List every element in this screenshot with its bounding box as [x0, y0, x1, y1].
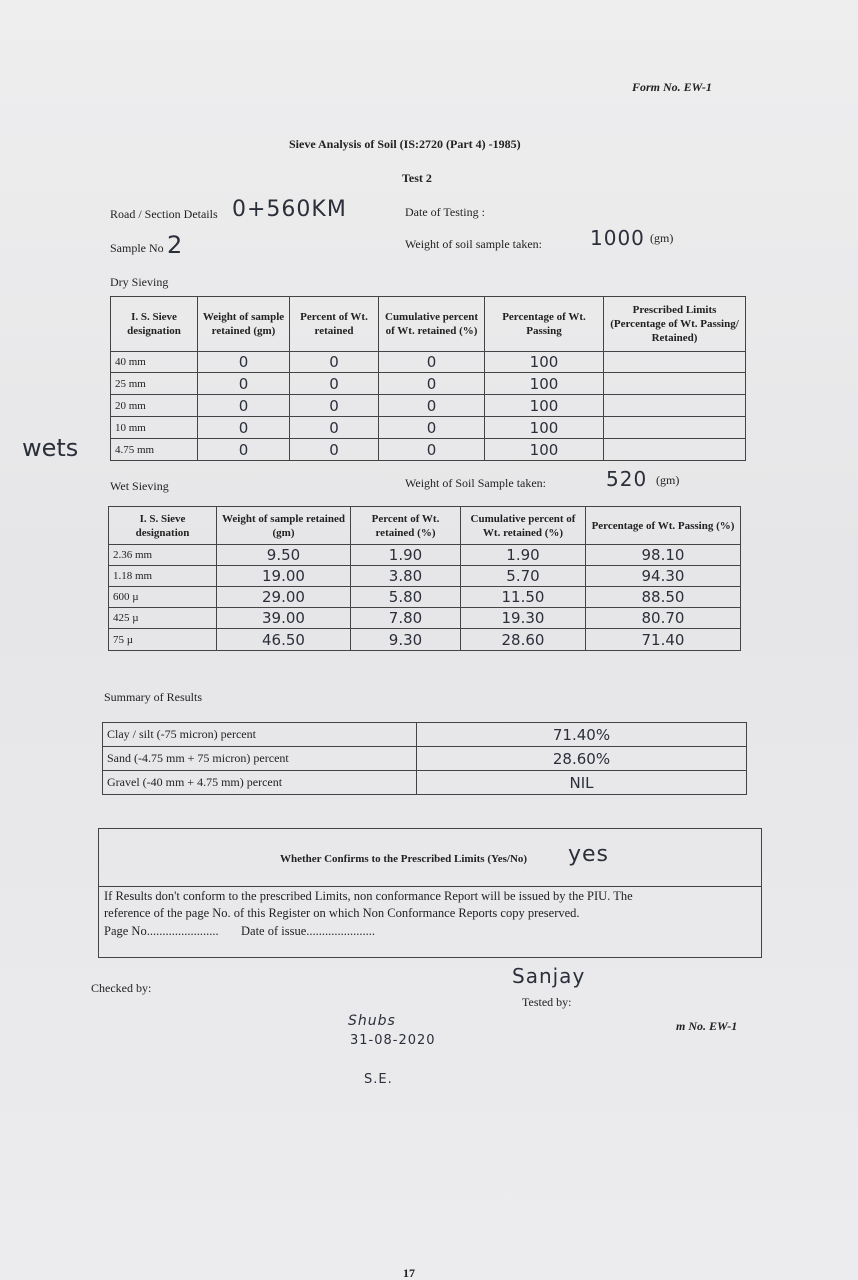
percent-retained: 0 — [290, 395, 379, 417]
percent-passing: 100 — [485, 439, 604, 461]
summary-row — [103, 723, 747, 747]
dry-header-limits: Prescribed Limits (Percentage of Wt. Passing/ Retained) — [604, 297, 746, 352]
weight-retained: 0 — [198, 439, 290, 461]
sieve-size: 75 µ — [109, 629, 217, 651]
summary-label: Gravel (-40 mm + 4.75 mm) percent — [103, 771, 417, 795]
dry-header-percent: Percent of Wt. retained — [290, 297, 379, 352]
percent-retained: 3.80 — [351, 566, 461, 587]
tested-by-label: Tested by: — [522, 995, 572, 1009]
weight-taken-label: Weight of soil sample taken: — [405, 237, 543, 251]
dry-header-weight: Weight of sample retained (gm) — [198, 297, 290, 352]
road-section-label: Road / Section Details — [110, 207, 218, 221]
sample-no-label: Sample No — [110, 241, 164, 255]
cumulative-percent: 11.50 — [461, 587, 586, 608]
weight-retained: 9.50 — [217, 545, 351, 566]
table-row — [111, 417, 746, 439]
wet-sieving-table — [108, 506, 741, 651]
percent-retained: 0 — [290, 373, 379, 395]
checker-signature: Shubs — [348, 1013, 396, 1029]
weight-retained: 0 — [198, 352, 290, 373]
table-row — [111, 439, 746, 461]
checker-title: S.E. — [364, 1072, 393, 1087]
cumulative-percent: 0 — [379, 373, 485, 395]
dry-header-passing: Percentage of Wt. Passing — [485, 297, 604, 352]
summary-row — [103, 771, 747, 795]
weight-retained: 39.00 — [217, 608, 351, 629]
percent-passing: 94.30 — [586, 566, 741, 587]
table-row — [111, 352, 746, 373]
weight-retained: 29.00 — [217, 587, 351, 608]
percent-passing: 80.70 — [586, 608, 741, 629]
summary-label: Sand (-4.75 mm + 75 micron) percent — [103, 747, 417, 771]
date-of-issue-field: Date of issue...................... — [241, 924, 376, 938]
percent-passing: 88.50 — [586, 587, 741, 608]
form-number: Form No. EW-1 — [632, 80, 712, 94]
checked-by-label: Checked by: — [91, 981, 152, 995]
weight-taken-unit: (gm) — [650, 231, 674, 245]
table-row — [111, 395, 746, 417]
nonconformance-note-line2: reference of the page No. of this Register on which Non Conformance Reports copy preserved. — [104, 906, 580, 920]
wet-table-header-row — [109, 507, 741, 545]
percent-retained: 7.80 — [351, 608, 461, 629]
prescribed-limit — [604, 439, 746, 461]
table-row — [109, 608, 741, 629]
sieve-size: 425 µ — [109, 608, 217, 629]
tester-signature: Sanjay — [512, 964, 586, 988]
page-number: 17 — [403, 1266, 415, 1280]
weight-retained: 0 — [198, 395, 290, 417]
sieve-size: 4.75 mm — [111, 439, 198, 461]
cumulative-percent: 28.60 — [461, 629, 586, 651]
percent-passing: 71.40 — [586, 629, 741, 651]
form-number-repeat: m No. EW-1 — [676, 1019, 738, 1033]
wet-sieving-label: Wet Sieving — [110, 479, 169, 493]
sample-no-value: 2 — [167, 231, 184, 259]
weight-taken-value: 1000 — [590, 226, 645, 250]
table-row — [109, 629, 741, 651]
percent-passing: 98.10 — [586, 545, 741, 566]
table-row — [111, 373, 746, 395]
checker-date: 31-08-2020 — [350, 1033, 436, 1048]
summary-table — [102, 722, 747, 795]
sieve-size: 1.18 mm — [109, 566, 217, 587]
summary-title: Summary of Results — [104, 690, 202, 704]
sieve-size: 2.36 mm — [109, 545, 217, 566]
conformance-divider — [99, 886, 761, 887]
prescribed-limit — [604, 373, 746, 395]
cumulative-percent: 0 — [379, 417, 485, 439]
dry-header-cumulative: Cumulative percent of Wt. retained (%) — [379, 297, 485, 352]
dry-sieving-table — [110, 296, 746, 461]
wet-header-percent: Percent of Wt. retained (%) — [351, 507, 461, 545]
wet-weight-unit: (gm) — [656, 473, 680, 487]
percent-retained: 1.90 — [351, 545, 461, 566]
summary-value: NIL — [417, 771, 747, 795]
sieve-size: 40 mm — [111, 352, 198, 373]
weight-retained: 46.50 — [217, 629, 351, 651]
percent-passing: 100 — [485, 417, 604, 439]
wet-header-passing: Percentage of Wt. Passing (%) — [586, 507, 741, 545]
sieve-size: 10 mm — [111, 417, 198, 439]
summary-value: 71.40% — [417, 723, 747, 747]
sieve-size: 20 mm — [111, 395, 198, 417]
cumulative-percent: 1.90 — [461, 545, 586, 566]
conformance-question: Whether Confirms to the Prescribed Limits (Yes/No) — [280, 853, 528, 865]
dry-table-header-row — [111, 297, 746, 352]
prescribed-limit — [604, 417, 746, 439]
percent-passing: 100 — [485, 373, 604, 395]
wet-weight-label: Weight of Soil Sample taken: — [405, 476, 547, 490]
document-title: Sieve Analysis of Soil (IS:2720 (Part 4) -1985) — [289, 137, 521, 151]
wet-header-sieve: I. S. Sieve designation — [109, 507, 217, 545]
wet-header-weight: Weight of sample retained (gm) — [217, 507, 351, 545]
wet-header-cumulative: Cumulative percent of Wt. retained (%) — [461, 507, 586, 545]
percent-retained: 5.80 — [351, 587, 461, 608]
test-label: Test 2 — [402, 171, 432, 185]
summary-row — [103, 747, 747, 771]
conformance-answer: yes — [568, 842, 610, 867]
percent-passing: 100 — [485, 395, 604, 417]
table-row — [109, 545, 741, 566]
weight-retained: 0 — [198, 373, 290, 395]
margin-note: wets — [22, 434, 79, 462]
road-section-value: 0+560KM — [232, 197, 347, 222]
dry-sieving-label: Dry Sieving — [110, 275, 169, 289]
cumulative-percent: 0 — [379, 395, 485, 417]
cumulative-percent: 0 — [379, 439, 485, 461]
summary-value: 28.60% — [417, 747, 747, 771]
summary-label: Clay / silt (-75 micron) percent — [103, 723, 417, 747]
table-row — [109, 566, 741, 587]
percent-retained: 9.30 — [351, 629, 461, 651]
nonconformance-note-line1: If Results don't conform to the prescribed Limits, non conformance Report will be issued by the PIU. The — [104, 889, 633, 903]
weight-retained: 19.00 — [217, 566, 351, 587]
weight-retained: 0 — [198, 417, 290, 439]
percent-passing: 100 — [485, 352, 604, 373]
wet-weight-value: 520 — [606, 467, 648, 491]
table-row — [109, 587, 741, 608]
sieve-size: 25 mm — [111, 373, 198, 395]
prescribed-limit — [604, 395, 746, 417]
cumulative-percent: 0 — [379, 352, 485, 373]
cumulative-percent: 5.70 — [461, 566, 586, 587]
sieve-size: 600 µ — [109, 587, 217, 608]
date-of-testing-label: Date of Testing : — [405, 205, 485, 219]
percent-retained: 0 — [290, 352, 379, 373]
percent-retained: 0 — [290, 417, 379, 439]
prescribed-limit — [604, 352, 746, 373]
cumulative-percent: 19.30 — [461, 608, 586, 629]
page-no-field: Page No....................... — [104, 924, 219, 938]
dry-header-sieve: I. S. Sieve designation — [111, 297, 198, 352]
percent-retained: 0 — [290, 439, 379, 461]
